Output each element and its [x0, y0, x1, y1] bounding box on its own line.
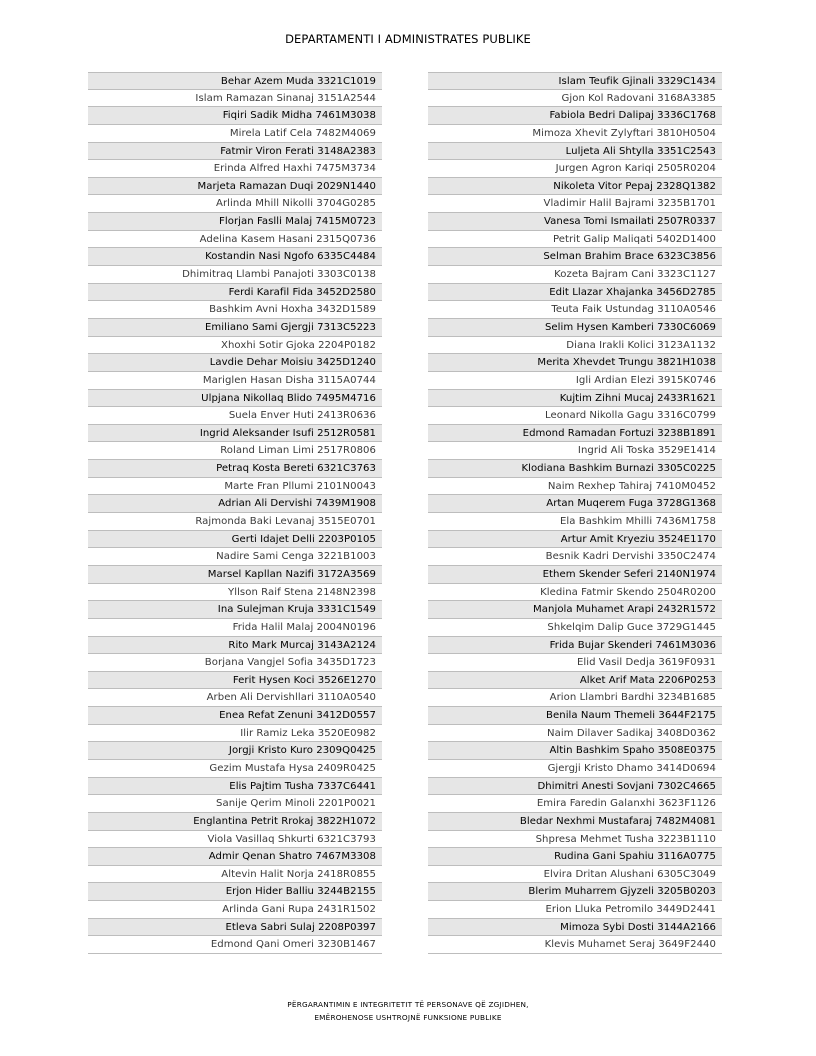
list-item: Erinda Alfred Haxhi 7475M3734	[88, 160, 382, 178]
list-item: Gjon Kol Radovani 3168A3385	[428, 90, 722, 108]
list-item: Petrit Galip Maliqati 5402D1400	[428, 231, 722, 249]
list-item: Enea Refat Zenuni 3412D0557	[88, 707, 382, 725]
list-item: Fabiola Bedri Dalipaj 3336C1768	[428, 107, 722, 125]
list-item: Nadire Sami Cenga 3221B1003	[88, 548, 382, 566]
list-item: Emiliano Sami Gjergji 7313C5223	[88, 319, 382, 337]
list-item: Nikoleta Vitor Pepaj 2328Q1382	[428, 178, 722, 196]
list-item: Edmond Qani Omeri 3230B1467	[88, 936, 382, 954]
list-item: Englantina Petrit Rrokaj 3822H1072	[88, 813, 382, 831]
list-item: Merita Xhevdet Trungu 3821H1038	[428, 354, 722, 372]
list-item: Adrian Ali Dervishi 7439M1908	[88, 495, 382, 513]
list-item: Sanije Qerim Minoli 2201P0021	[88, 795, 382, 813]
list-item: Manjola Muhamet Arapi 2432R1572	[428, 601, 722, 619]
list-item: Arlinda Gani Rupa 2431R1502	[88, 901, 382, 919]
list-item: Fatmir Viron Ferati 3148A2383	[88, 143, 382, 161]
list-item: Ilir Ramiz Leka 3520E0982	[88, 725, 382, 743]
list-item: Altin Bashkim Spaho 3508E0375	[428, 742, 722, 760]
list-item: Erion Lluka Petromilo 3449D2441	[428, 901, 722, 919]
list-item: Elvira Dritan Alushani 6305C3049	[428, 866, 722, 884]
right-name-column	[428, 72, 722, 954]
list-item: Ethem Skender Seferi 2140N1974	[428, 566, 722, 584]
list-item: Naim Dilaver Sadikaj 3408D0362	[428, 725, 722, 743]
list-item: Gerti Idajet Delli 2203P0105	[88, 531, 382, 549]
list-item: Marte Fran Pllumi 2101N0043	[88, 478, 382, 496]
list-item: Artur Amit Kryeziu 3524E1170	[428, 531, 722, 549]
list-item: Diana Irakli Kolici 3123A1132	[428, 337, 722, 355]
list-item: Kozeta Bajram Cani 3323C1127	[428, 266, 722, 284]
list-item: Jurgen Agron Kariqi 2505R0204	[428, 160, 722, 178]
list-item: Jorgji Kristo Kuro 2309Q0425	[88, 742, 382, 760]
list-item: Leonard Nikolla Gagu 3316C0799	[428, 407, 722, 425]
footer-line-2: EMËROHENOSE USHTROJNË FUNKSIONE PUBLIKE	[314, 1013, 502, 1022]
list-item: Klevis Muhamet Seraj 3649F2440	[428, 936, 722, 954]
list-item: Arion Llambri Bardhi 3234B1685	[428, 689, 722, 707]
list-item: Mimoza Sybi Dosti 3144A2166	[428, 919, 722, 937]
list-item: Lavdie Dehar Moisiu 3425D1240	[88, 354, 382, 372]
list-item: Etleva Sabri Sulaj 2208P0397	[88, 919, 382, 937]
list-item: Kostandin Nasi Ngofo 6335C4484	[88, 248, 382, 266]
list-item: Suela Enver Huti 2413R0636	[88, 407, 382, 425]
list-item: Mirela Latif Cela 7482M4069	[88, 125, 382, 143]
list-item: Alket Arif Mata 2206P0253	[428, 672, 722, 690]
list-item: Rudina Gani Spahiu 3116A0775	[428, 848, 722, 866]
list-item: Borjana Vangjel Sofia 3435D1723	[88, 654, 382, 672]
list-item: Erjon Hider Balliu 3244B2155	[88, 883, 382, 901]
left-name-column	[88, 72, 382, 954]
list-item: Florjan Faslli Malaj 7415M0723	[88, 213, 382, 231]
list-item: Edit Llazar Xhajanka 3456D2785	[428, 284, 722, 302]
list-item: Fiqiri Sadik Midha 7461M3038	[88, 107, 382, 125]
list-item: Emira Faredin Galanxhi 3623F1126	[428, 795, 722, 813]
list-item: Ingrid Ali Toska 3529E1414	[428, 442, 722, 460]
footer-line-1: PËRGARANTIMIN E INTEGRITETIT TË PERSONAVE QË ZGJIDHEN,	[287, 1000, 529, 1009]
list-item: Klodiana Bashkim Burnazi 3305C0225	[428, 460, 722, 478]
list-item: Marjeta Ramazan Duqi 2029N1440	[88, 178, 382, 196]
list-item: Mariglen Hasan Disha 3115A0744	[88, 372, 382, 390]
list-item: Frida Bujar Skenderi 7461M3036	[428, 637, 722, 655]
list-item: Ulpjana Nikollaq Blido 7495M4716	[88, 390, 382, 408]
list-item: Luljeta Ali Shtylla 3351C2543	[428, 143, 722, 161]
list-item: Yllson Raif Stena 2148N2398	[88, 584, 382, 602]
list-item: Kledina Fatmir Skendo 2504R0200	[428, 584, 722, 602]
list-item: Gezim Mustafa Hysa 2409R0425	[88, 760, 382, 778]
list-item: Mimoza Xhevit Zylyftari 3810H0504	[428, 125, 722, 143]
list-item: Altevin Halit Norja 2418R0855	[88, 866, 382, 884]
list-item: Arben Ali Dervishllari 3110A0540	[88, 689, 382, 707]
list-item: Kujtim Zihni Mucaj 2433R1621	[428, 390, 722, 408]
list-item: Rito Mark Murcaj 3143A2124	[88, 637, 382, 655]
list-item: Ina Sulejman Kruja 3331C1549	[88, 601, 382, 619]
list-item: Selim Hysen Kamberi 7330C6069	[428, 319, 722, 337]
list-item: Roland Liman Limi 2517R0806	[88, 442, 382, 460]
list-item: Behar Azem Muda 3321C1019	[88, 72, 382, 90]
list-item: Artan Muqerem Fuga 3728G1368	[428, 495, 722, 513]
list-item: Rajmonda Baki Levanaj 3515E0701	[88, 513, 382, 531]
list-item: Benila Naum Themeli 3644F2175	[428, 707, 722, 725]
page-footer	[0, 998, 816, 1024]
list-item: Ingrid Aleksander Isufi 2512R0581	[88, 425, 382, 443]
list-item: Besnik Kadri Dervishi 3350C2474	[428, 548, 722, 566]
list-item: Marsel Kapllan Nazifi 3172A3569	[88, 566, 382, 584]
list-item: Teuta Faik Ustundag 3110A0546	[428, 301, 722, 319]
list-item: Shpresa Mehmet Tusha 3223B1110	[428, 831, 722, 849]
list-item: Viola Vasillaq Shkurti 6321C3793	[88, 831, 382, 849]
list-item: Ferit Hysen Koci 3526E1270	[88, 672, 382, 690]
list-item: Bashkim Avni Hoxha 3432D1589	[88, 301, 382, 319]
list-item: Elid Vasil Dedja 3619F0931	[428, 654, 722, 672]
list-item: Edmond Ramadan Fortuzi 3238B1891	[428, 425, 722, 443]
list-item: Gjergji Kristo Dhamo 3414D0694	[428, 760, 722, 778]
list-item: Bledar Nexhmi Mustafaraj 7482M4081	[428, 813, 722, 831]
list-item: Frida Halil Malaj 2004N0196	[88, 619, 382, 637]
list-item: Ferdi Karafil Fida 3452D2580	[88, 284, 382, 302]
list-item: Admir Qenan Shatro 7467M3308	[88, 848, 382, 866]
list-item: Ela Bashkim Mhilli 7436M1758	[428, 513, 722, 531]
list-item: Adelina Kasem Hasani 2315Q0736	[88, 231, 382, 249]
page-title: DEPARTAMENTI I ADMINISTRATES PUBLIKE	[285, 32, 531, 46]
list-item: Dhimitri Anesti Sovjani 7302C4665	[428, 778, 722, 796]
list-item: Dhimitraq Llambi Panajoti 3303C0138	[88, 266, 382, 284]
list-item: Blerim Muharrem Gjyzeli 3205B0203	[428, 883, 722, 901]
list-item: Islam Teufik Gjinali 3329C1434	[428, 72, 722, 90]
list-item: Petraq Kosta Bereti 6321C3763	[88, 460, 382, 478]
list-item: Shkelqim Dalip Guce 3729G1445	[428, 619, 722, 637]
list-item: Selman Brahim Brace 6323C3856	[428, 248, 722, 266]
list-item: Vladimir Halil Bajrami 3235B1701	[428, 195, 722, 213]
list-item: Vanesa Tomi Ismailati 2507R0337	[428, 213, 722, 231]
list-item: Xhoxhi Sotir Gjoka 2204P0182	[88, 337, 382, 355]
list-item: Arlinda Mhill Nikolli 3704G0285	[88, 195, 382, 213]
list-item: Igli Ardian Elezi 3915K0746	[428, 372, 722, 390]
list-item: Islam Ramazan Sinanaj 3151A2544	[88, 90, 382, 108]
list-item: Naim Rexhep Tahiraj 7410M0452	[428, 478, 722, 496]
list-item: Elis Pajtim Tusha 7337C6441	[88, 778, 382, 796]
